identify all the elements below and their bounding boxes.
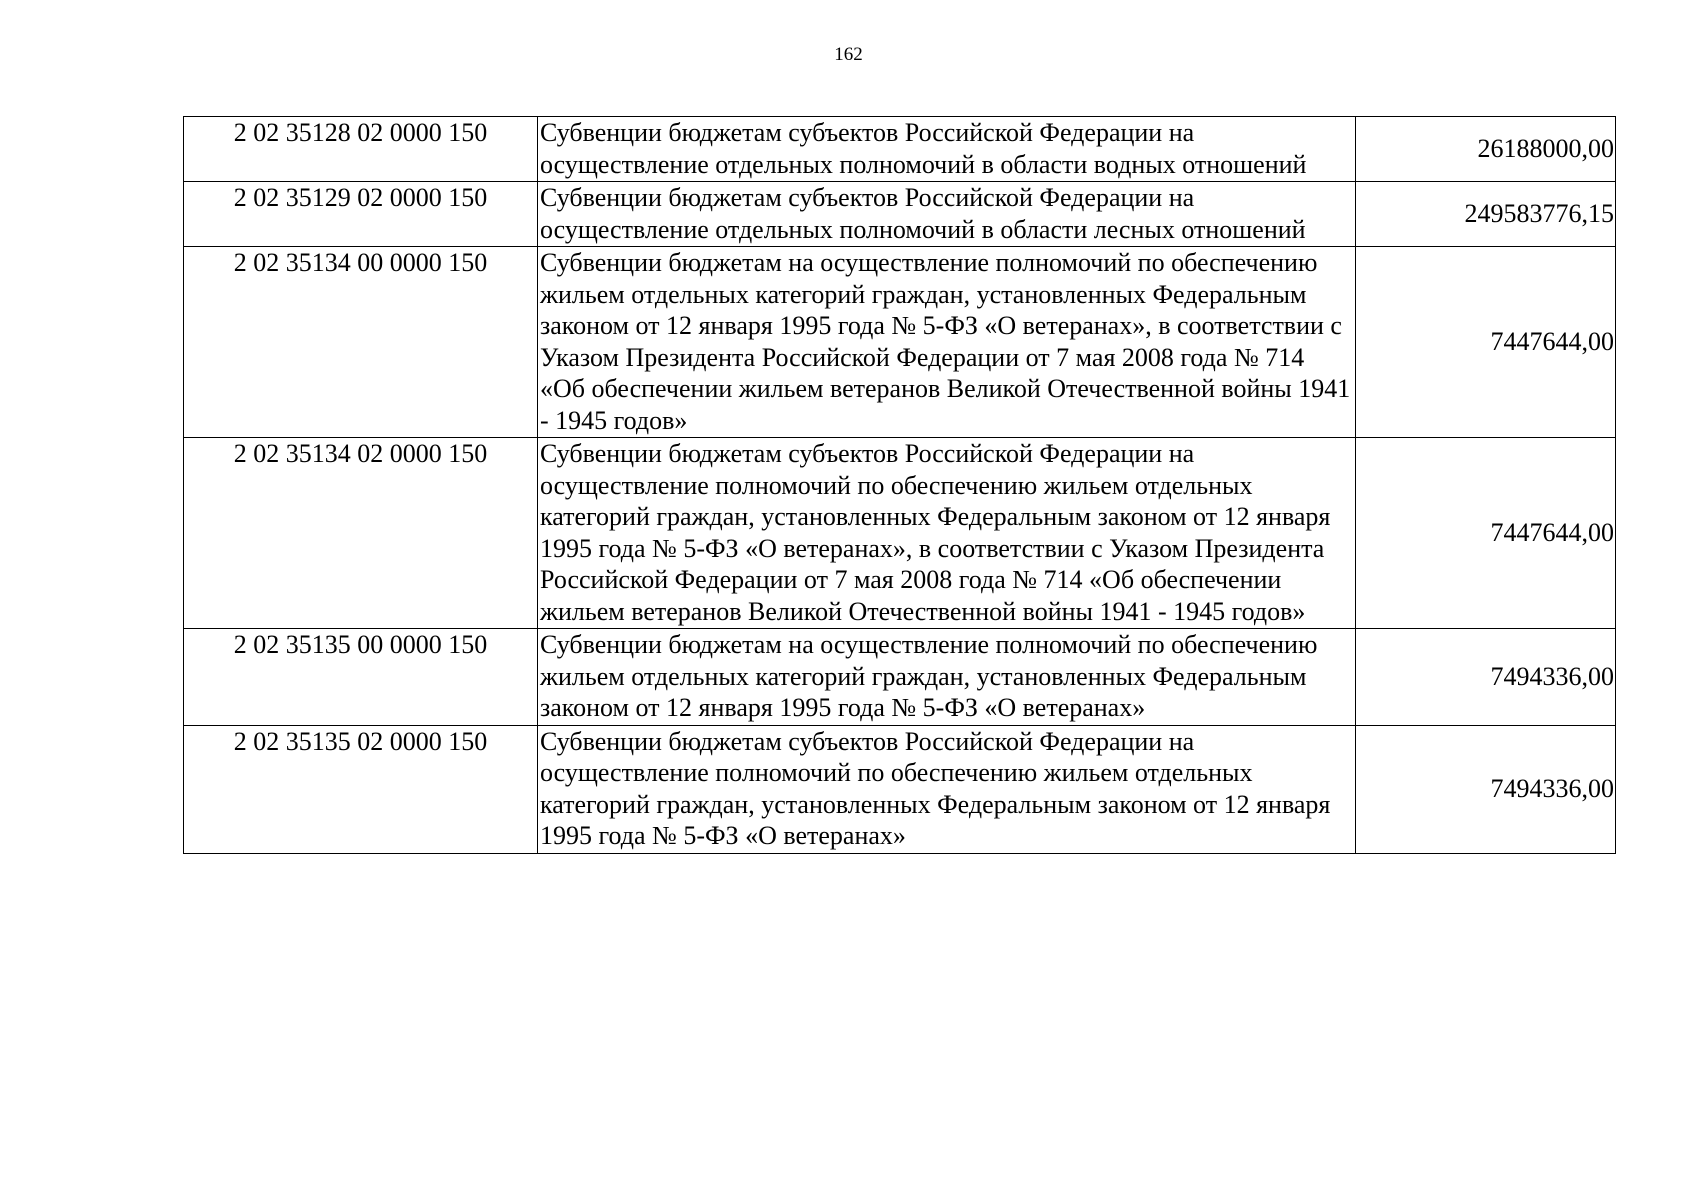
budget-code-cell: 2 02 35128 02 0000 150 xyxy=(184,117,538,182)
amount-cell: 7447644,00 xyxy=(1356,438,1616,629)
budget-code-cell: 2 02 35135 00 0000 150 xyxy=(184,629,538,726)
table-row xyxy=(184,629,1616,726)
revenue-name-cell: Субвенции бюджетам субъектов Российской Федерации на осуществление полномочий по обеспечению жильем отдельных категорий граждан, установленных Федеральным законом от 12 января 1995 года № 5-ФЗ «О ветеранах» xyxy=(538,725,1356,853)
revenue-name-cell: Субвенции бюджетам субъектов Российской Федерации на осуществление отдельных полномочий в области лесных отношений xyxy=(538,182,1356,247)
budget-code-cell: 2 02 35129 02 0000 150 xyxy=(184,182,538,247)
amount-cell: 7447644,00 xyxy=(1356,247,1616,438)
table-row xyxy=(184,725,1616,853)
amount-cell: 7494336,00 xyxy=(1356,629,1616,726)
amount-cell: 7494336,00 xyxy=(1356,725,1616,853)
table-row xyxy=(184,182,1616,247)
budget-table xyxy=(183,116,1616,854)
table-row xyxy=(184,247,1616,438)
revenue-name-cell: Субвенции бюджетам субъектов Российской Федерации на осуществление отдельных полномочий в области водных отношений xyxy=(538,117,1356,182)
budget-code-cell: 2 02 35135 02 0000 150 xyxy=(184,725,538,853)
table-row xyxy=(184,117,1616,182)
revenue-name-cell: Субвенции бюджетам на осуществление полномочий по обеспечению жильем отдельных категорий граждан, установленных Федеральным законом от 12 января 1995 года № 5-ФЗ «О ветеранах», в соответствии с Указом Президента Российской Федерации от 7 мая 2008 года № 714 «Об обеспечении жильем ветеранов Великой Отечественной войны 1941 - 1945 годов» xyxy=(538,247,1356,438)
table-row xyxy=(184,438,1616,629)
amount-cell: 249583776,15 xyxy=(1356,182,1616,247)
budget-code-cell: 2 02 35134 02 0000 150 xyxy=(184,438,538,629)
budget-code-cell: 2 02 35134 00 0000 150 xyxy=(184,247,538,438)
page-number: 162 xyxy=(834,44,863,65)
amount-cell: 26188000,00 xyxy=(1356,117,1616,182)
revenue-name-cell: Субвенции бюджетам на осуществление полномочий по обеспечению жильем отдельных категорий граждан, установленных Федеральным законом от 12 января 1995 года № 5-ФЗ «О ветеранах» xyxy=(538,629,1356,726)
revenue-name-cell: Субвенции бюджетам субъектов Российской Федерации на осуществление полномочий по обеспечению жильем отдельных категорий граждан, установленных Федеральным законом от 12 января 1995 года № 5-ФЗ «О ветеранах», в соответствии с Указом Президента Российской Федерации от 7 мая 2008 года № 714 «Об обеспечении жильем ветеранов Великой Отечественной войны 1941 - 1945 годов» xyxy=(538,438,1356,629)
